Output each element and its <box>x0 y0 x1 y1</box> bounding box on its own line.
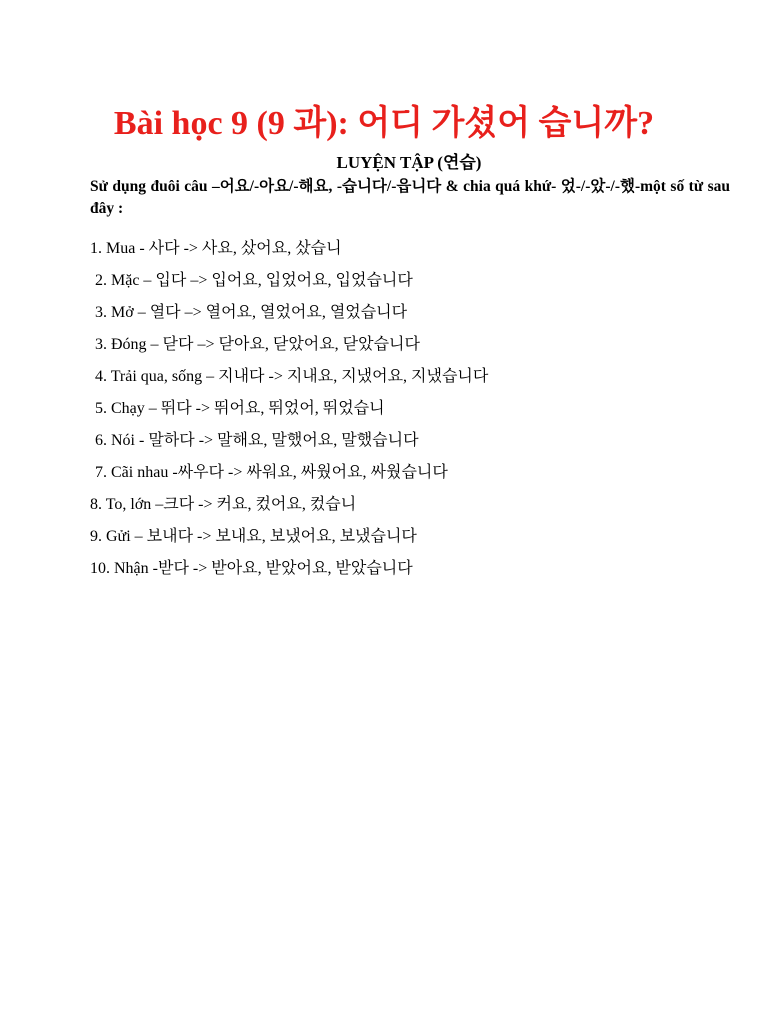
section-heading: LUYỆN TẬP (연습) <box>336 153 482 172</box>
list-item: 4. Trải qua, sống – 지내다 -> 지내요, 지냈어요, 지냈습니다 <box>95 368 489 385</box>
exercise-list <box>0 237 768 589</box>
list-item: 7. Cãi nhau -싸우다 -> 싸워요, 싸웠어요, 싸웠습니다 <box>95 464 448 481</box>
list-item: 10. Nhận -받다 -> 받아요, 받았어요, 받았습니다 <box>90 560 413 577</box>
list-item: 3. Đóng – 닫다 –> 닫아요, 닫았어요, 닫았습니다 <box>95 336 420 353</box>
list-item: 5. Chạy – 뛰다 -> 뛰어요, 뛰었어, 뛰었습니 <box>95 400 385 417</box>
list-item: 1. Mua - 사다 -> 사요, 샀어요, 샀습니 <box>90 240 342 257</box>
list-item: 3. Mở – 열다 –> 열어요, 열었어요, 열었습니다 <box>95 304 408 321</box>
list-item: 9. Gửi – 보내다 -> 보내요, 보냈어요, 보냈습니다 <box>90 528 417 545</box>
list-item: 2. Mặc – 입다 –> 입어요, 입었어요, 입었습니다 <box>95 272 413 289</box>
lesson-title: Bài học 9 (9 과): 어디 가셨어 습니까? <box>113 105 655 142</box>
list-item: 6. Nói - 말하다 -> 말해요, 말했어요, 말했습니다 <box>95 432 419 449</box>
instruction-text: Sử dụng đuôi câu –어요/-아요/-해요, -습니다/-읍니다 & chia quá khứ- 었-/-았-/-했-một số từ sau đây : <box>90 178 730 217</box>
list-item: 8. To, lớn –크다 -> 커요, 컸어요, 컸습니 <box>90 496 357 513</box>
